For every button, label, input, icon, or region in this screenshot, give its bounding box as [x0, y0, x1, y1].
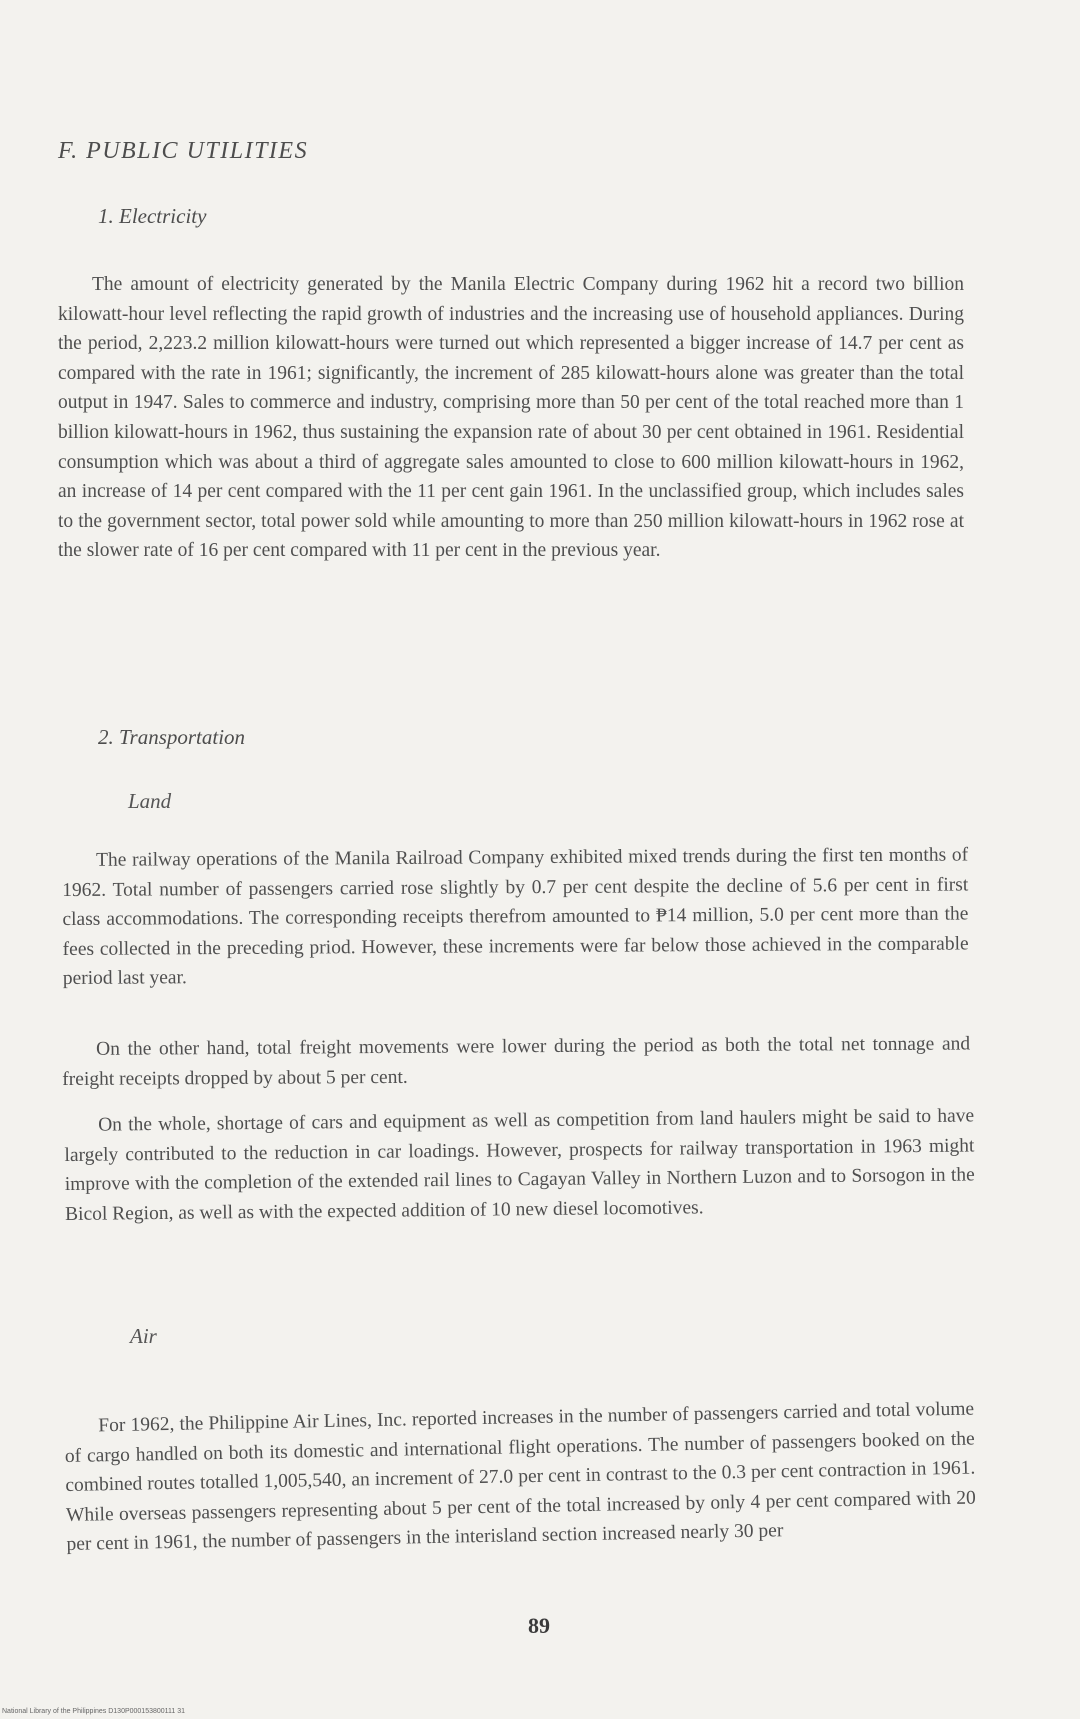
electricity-paragraph: The amount of electricity generated by the Manila Electric Company during 1962 hit a record two billion kilowatt-hour level reflecting the rapid growth of industries and the increasing use of household appliances. During the period, 2,223.2 million kilowatt-hours were turned out which represented a bigger increase of 14.7 per cent as compared with the rate in 1961; significantly, the increment of 285 kilowatt-hours alone was greater than the total output in 1947. Sales to commerce and industry, comprising more than 50 per cent of the total reached more than 1 billion kilowatt-hours in 1962, thus sustaining the expansion rate of about 30 per cent obtained in 1961. Residential consumption which was about a third of aggregate sales amounted to close to 600 million kilowatt-hours in 1962, an increase of 14 per cent compared with the 11 per cent gain 1961. In the unclassified group, which includes sales to the government sector, total power sold while amounting to more than 250 million kilowatt-hours in 1962 rose at the slower rate of 16 per cent compared with 11 per cent in the previous year. — [58, 274, 964, 562]
land-paragraph-3: On the whole, shortage of cars and equipment as well as competition from land haulers might be said to have largely contributed to the reduction in car loadings. However, prospects for railway transportation in 1963 might improve with the completion of the extended rail lines to Cagayan Valley in Northern Luzon and to Sorsogon in the Bicol Region, as well as with the expected addition of 10 new diesel locomotives. — [64, 1105, 975, 1225]
transportation-heading: 2. Transportation — [98, 725, 246, 749]
land-heading: Land — [128, 789, 172, 813]
electricity-heading: 1. Electricity — [98, 204, 207, 228]
land-paragraph-2: On the other hand, total freight movements were lower during the period as both the total net tonnage and freight receipts dropped by about 5 per cent. — [62, 1033, 971, 1090]
section-title: F. PUBLIC UTILITIES — [58, 138, 309, 164]
page-number: 89 — [528, 1613, 550, 1638]
air-paragraph: For 1962, the Philippine Air Lines, Inc. reported increases in the number of passengers carried and total volume of cargo handled on both its domestic and international flight operations. The number of passengers booked on the combined routes totalled 1,005,540, an increment of 27.0 per cent in contrast to the 0.3 per cent contraction in 1961. While overseas passengers representing about 5 per cent of the total increased by only 4 per cent compared with 20 per cent in 1961, the number of passengers in the interisland section increased nearly 30 per — [64, 1398, 977, 1556]
air-heading: Air — [130, 1324, 157, 1348]
land-paragraph-1: The railway operations of the Manila Railroad Company exhibited mixed trends during the first ten months of 1962. Total number of passengers carried rose slightly by 0.7 per cent despite the decline of 5.6 per cent in first class accommodations. The corresponding receipts therefrom amounted to ₱14 million, 5.0 per cent more than the fees collected in the preceding priod. However, these increments were far below those achieved in the comparable period last year. — [62, 844, 969, 990]
library-footer-caption: National Library of the Philippines D130P000153800111 31 — [2, 1708, 186, 1715]
